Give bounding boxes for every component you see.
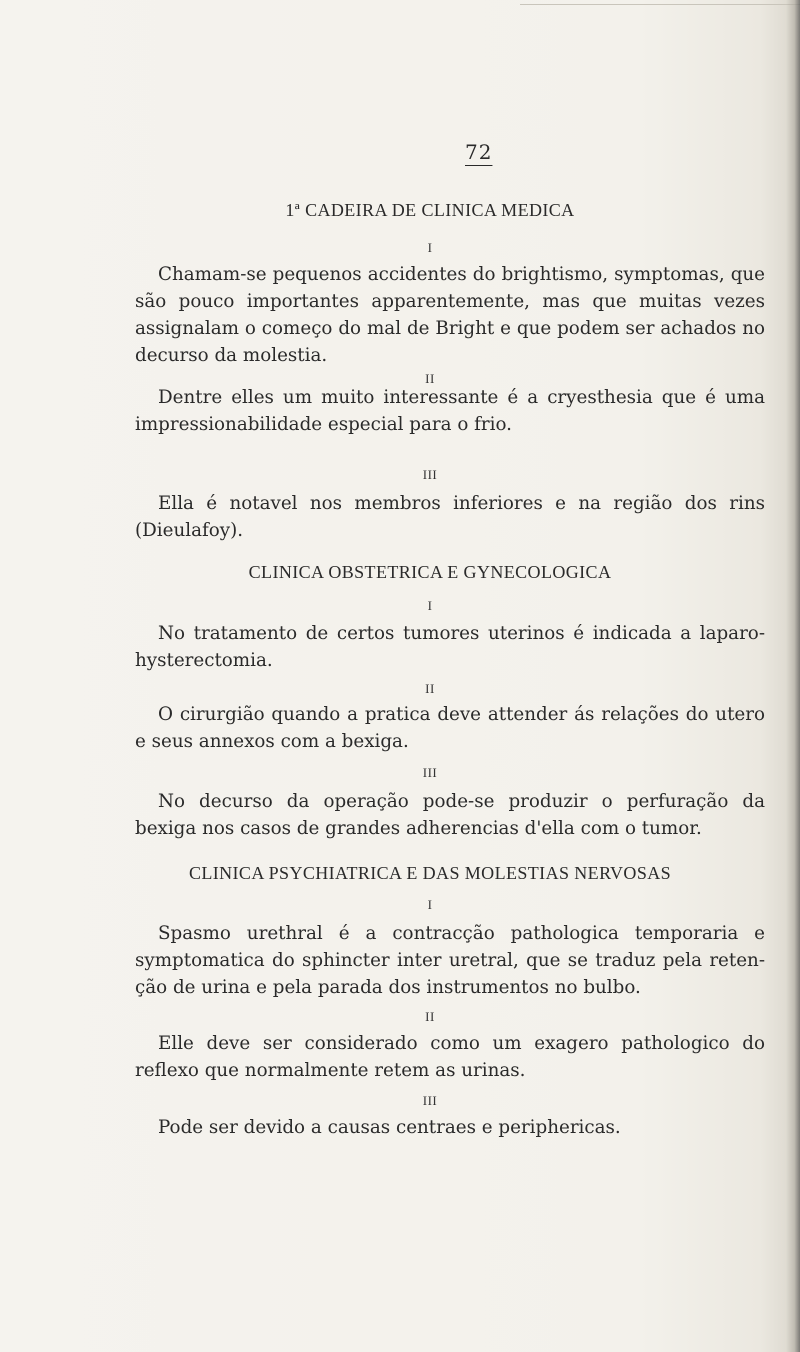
section-heading-clinica-psychiatrica: CLINICA PSYCHIATRICA E DAS MOLESTIAS NERVOSAS — [188, 863, 672, 883]
page-number: 72 — [465, 140, 493, 164]
proposition-numeral: I — [427, 598, 433, 613]
page-top-edge-line — [520, 4, 800, 5]
proposition-numeral: II — [425, 1009, 435, 1024]
proposition-numeral: I — [427, 240, 433, 255]
proposition-text: Elle deve ser considerado como um exagero pathologico do reflexo que normalmente retem as urinas. — [135, 1033, 765, 1081]
proposition-numeral: III — [422, 1093, 438, 1108]
proposition-numeral: III — [422, 467, 438, 482]
proposition-numeral: I — [427, 897, 433, 912]
proposition-text: No decurso da operação pode-se produzir o perfuração da bexiga nos casos de grandes adherencias d'ella com o tumor. — [135, 791, 765, 839]
proposition-text: Spasmo urethral é a contracção pathologica temporaria e symptomatica do sphincter inter uretral, que se traduz pela reten-ção de urina e pela parada dos instrumentos no bulbo. — [135, 923, 765, 998]
proposition-numeral: II — [425, 371, 435, 386]
proposition-text: O cirurgião quando a pratica deve attender ás relações do utero e seus annexos com a bexiga. — [135, 704, 765, 752]
page-edge-shadow — [786, 0, 800, 1352]
proposition-numeral: III — [422, 765, 438, 780]
proposition-numeral: II — [425, 681, 435, 696]
proposition-text: Pode ser devido a causas centraes e periphericas. — [158, 1117, 621, 1138]
proposition-text: Ella é notavel nos membros inferiores e na região dos rins (Dieulafoy). — [135, 493, 765, 541]
section-heading-clinica-obstetrica: CLINICA OBSTETRICA E GYNECOLOGICA — [248, 562, 612, 582]
proposition-text: Dentre elles um muito interessante é a cryesthesia que é uma impressionabilidade especial para o frio. — [135, 387, 765, 435]
proposition-text: No tratamento de certos tumores uterinos é indicada a laparo-hysterectomia. — [135, 623, 765, 671]
proposition-text: Chamam-se pequenos accidentes do brightismo, symptomas, que são pouco importantes apparentemente, mas que muitas vezes assignalam o começo do mal de Bright e que podem ser achados no decurso da molestia. — [135, 264, 765, 366]
section-heading-clinica-medica: 1ª CADEIRA DE CLINICA MEDICA — [285, 200, 575, 220]
